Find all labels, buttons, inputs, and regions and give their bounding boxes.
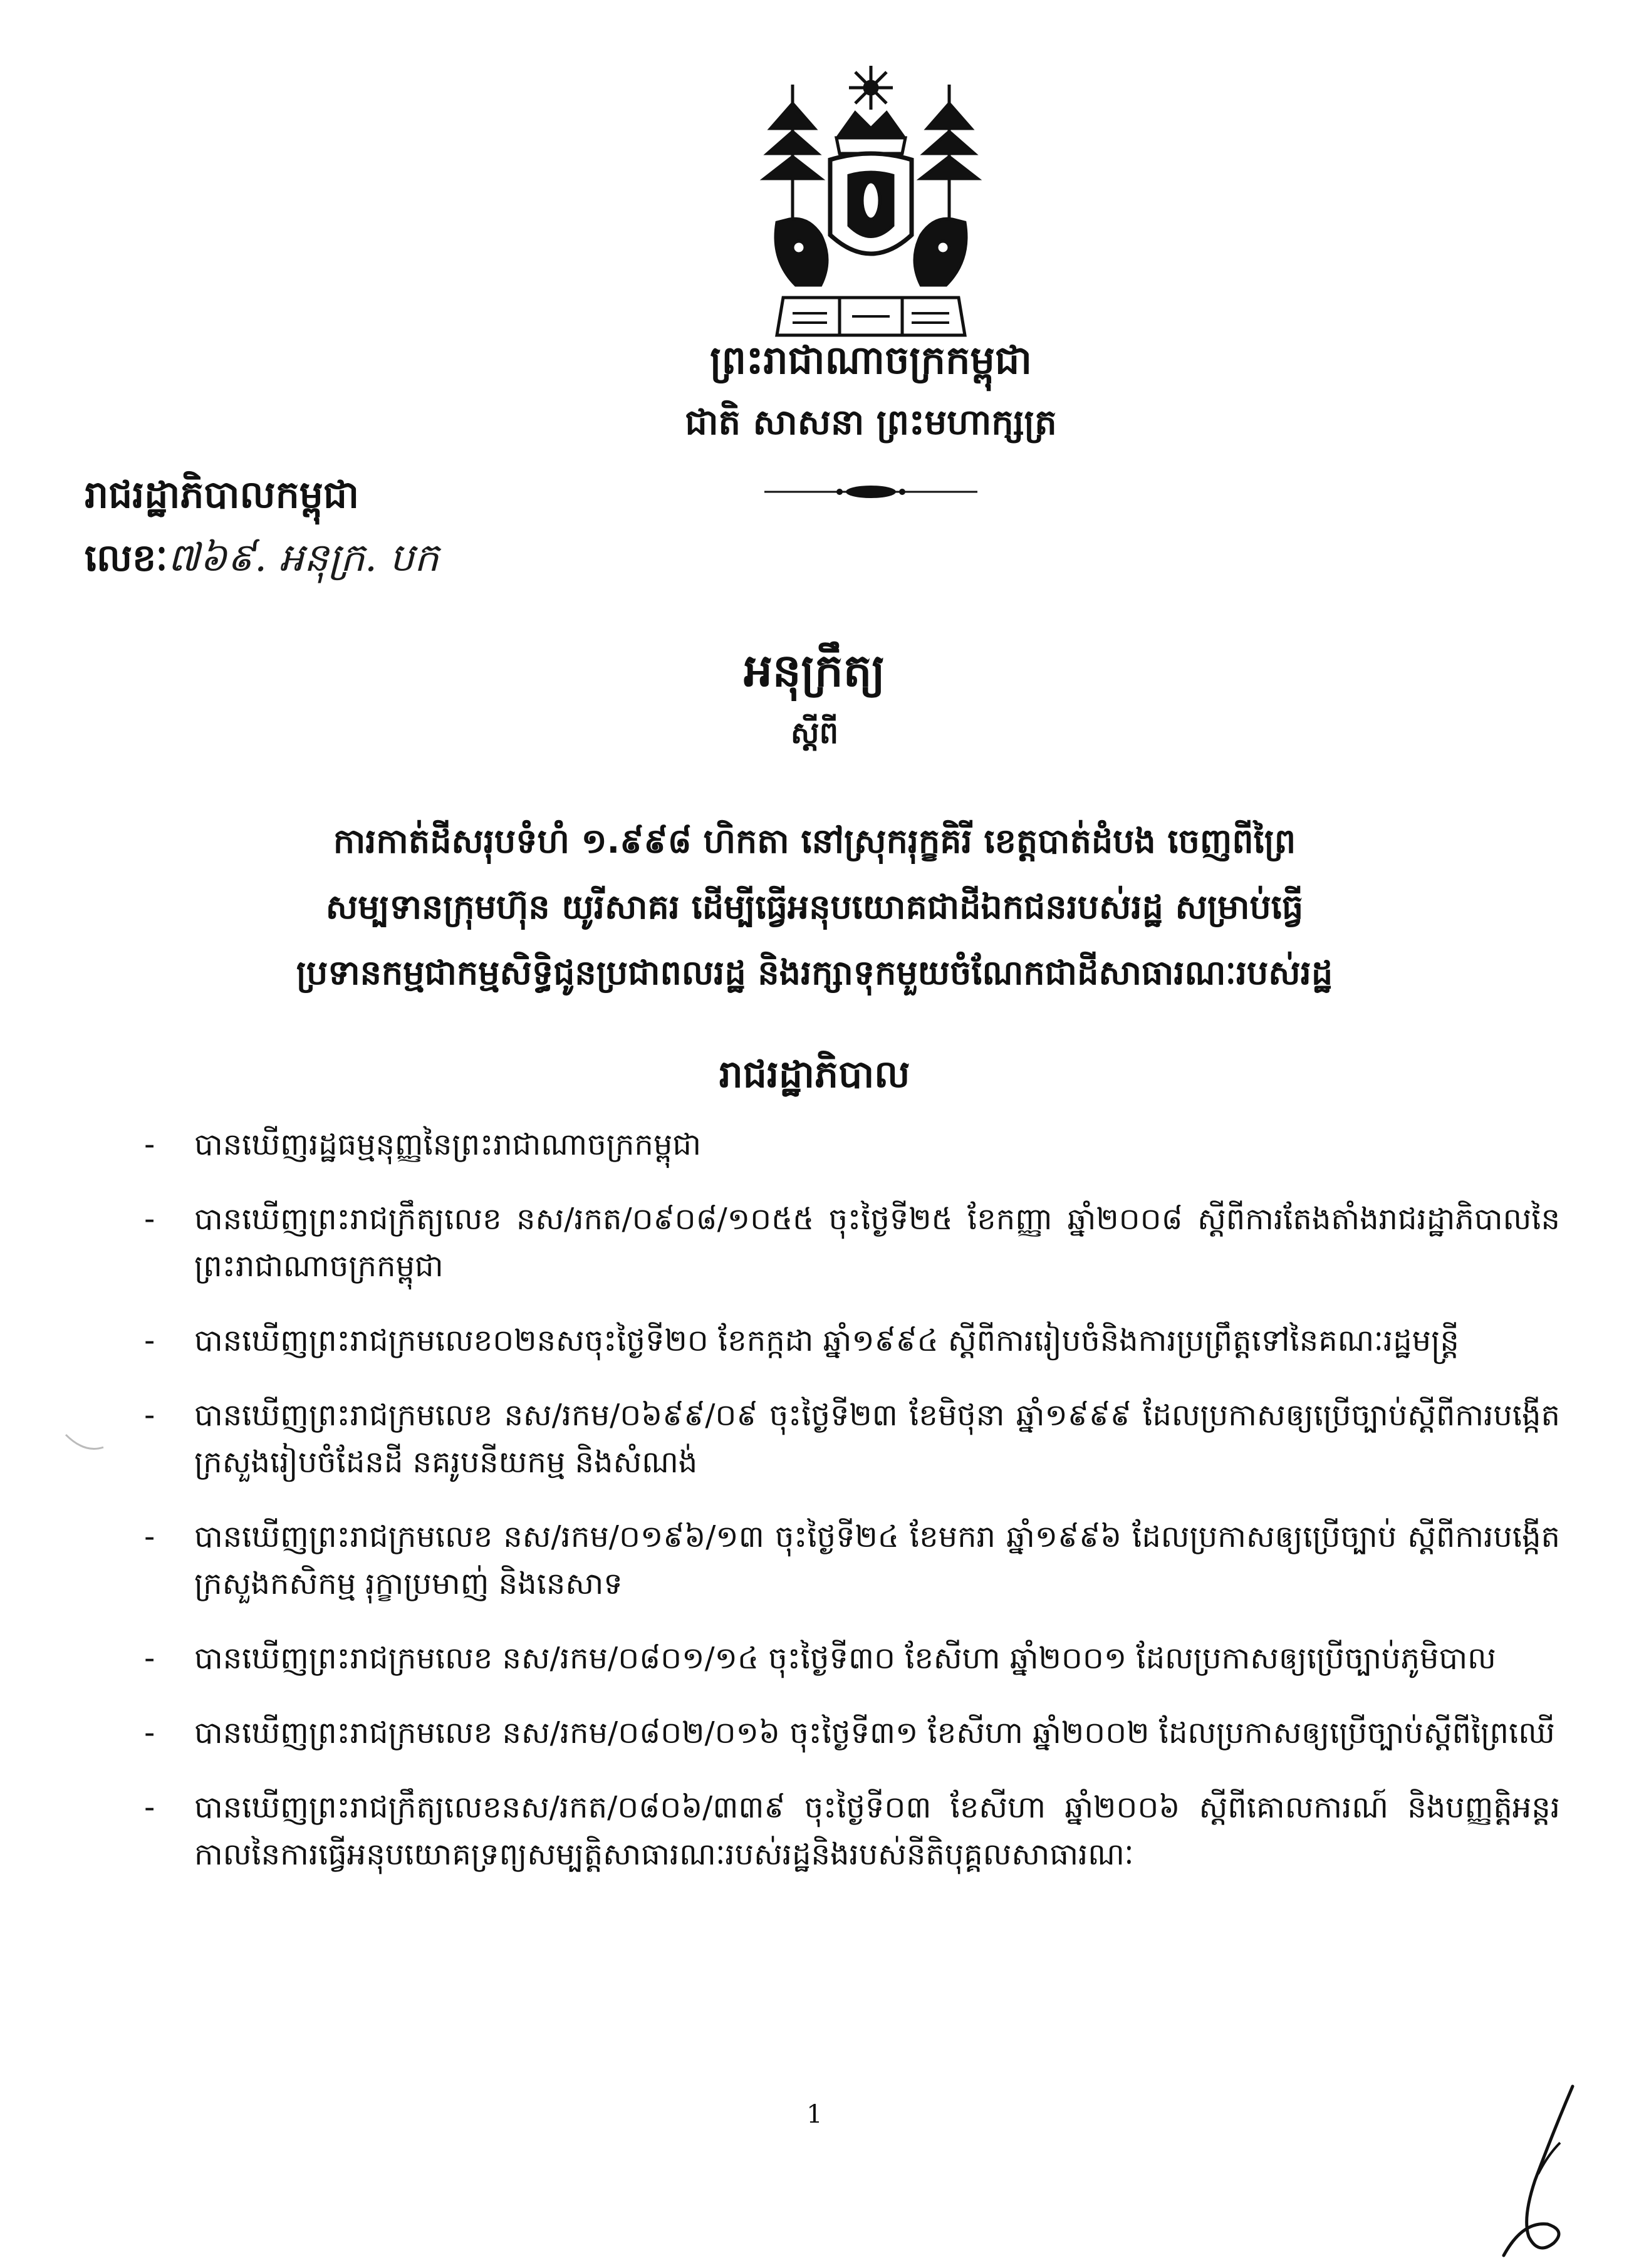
document-subject: [188, 808, 1441, 1006]
document-about-label: ស្តីពី: [790, 715, 839, 751]
preamble-item: [144, 1635, 1560, 1682]
document-type-heading: អនុក្រឹត្យ: [744, 644, 885, 697]
list-dash: -: [144, 1202, 155, 1237]
reference-label: លេខៈ: [85, 536, 168, 580]
kingdom-title: ព្រះរាជាណាចក្រកម្ពុជា: [710, 337, 1032, 383]
preamble-list: [144, 1121, 1560, 1906]
list-dash: -: [144, 1641, 155, 1676]
list-dash: -: [144, 1398, 155, 1433]
initial-signature: [1479, 2080, 1591, 2268]
subject-line: ប្រទានកម្មជាកម្មសិទ្ធិជូនប្រជាពលរដ្ឋ និងរក្សាទុកមួយចំណែកជាដីសាធារណៈរបស់រដ្ឋ: [296, 953, 1333, 992]
preamble-item: [144, 1318, 1560, 1365]
subject-line: សម្បទានក្រុមហ៊ុន យូរីសាគរ ដើម្បីធ្វើអនុបយោគជាដីឯកជនរបស់រដ្ឋ សម្រាប់ធ្វើ: [325, 887, 1304, 927]
preamble-item: [144, 1784, 1560, 1878]
list-dash: -: [144, 1519, 155, 1554]
preamble-text: បានឃើញព្រះរាជក្រមលេខ០២នសចុះថ្ងៃទី២០ ខែកក្កដា ឆ្នាំ១៩៩៤ ស្តីពីការរៀបចំនិងការប្រព្រឹត្តទៅនៃគណៈរដ្ឋមន្ត្រី: [194, 1323, 1459, 1358]
government-name: រាជរដ្ឋាភិបាលកម្ពុជា: [85, 473, 359, 517]
list-dash: -: [144, 1790, 155, 1825]
reference-number: ៧៦៩. អនុក្រ. បក: [167, 534, 439, 580]
margin-hole-mark: [63, 1428, 107, 1454]
preamble-item: [144, 1710, 1560, 1757]
preamble-item: [144, 1514, 1560, 1608]
reference-line: [85, 529, 439, 586]
preamble-text: បានឃើញព្រះរាជក្រមលេខ នស/រកម/០៦៩៩/០៩ ចុះថ្ងៃទី២៣ ខែមិថុនា ឆ្នាំ១៩៩៩ ដែលប្រកាសឲ្យប្រើច្បាប់ស្តីពីការបង្កើតក្រសួងរៀបចំដែនដី នគរូបនីយកម្ម និងសំណង់: [194, 1398, 1560, 1480]
preamble-item: [144, 1392, 1560, 1486]
list-dash: -: [144, 1323, 155, 1358]
decorative-divider: [764, 482, 977, 501]
preamble-text: បានឃើញព្រះរាជក្រឹត្យលេខ នស/រកត/០៩០៨/១០៥៥ ចុះថ្ងៃទី២៥ ខែកញ្ញា ឆ្នាំ២០០៨ ស្តីពីការតែងតាំងរាជរដ្ឋាភិបាលនៃព្រះរាជាណាចក្រកម្ពុជា: [194, 1202, 1560, 1284]
preamble-item: [144, 1196, 1560, 1290]
subject-line: ការកាត់ដីសរុបទំហំ ១.៩៩៨ ហិកតា នៅស្រុករុក្ខគិរី ខេត្តបាត់ដំបង ចេញពីព្រៃ: [333, 821, 1296, 861]
issuer-heading: រាជរដ្ឋាភិបាល: [719, 1053, 910, 1096]
royal-coat-of-arms-emblem: [746, 60, 996, 348]
preamble-text: បានឃើញព្រះរាជក្រមលេខ នស/រកម/០៨០២/០១៦ ចុះថ្ងៃទី៣១ ខែសីហា ឆ្នាំ២០០២ ដែលប្រកាសឲ្យប្រើច្បាប់ស្តីពីព្រៃឈើ: [194, 1715, 1555, 1750]
preamble-text: បានឃើញព្រះរាជក្រមលេខ នស/រកម/០៨០១/១៤ ចុះថ្ងៃទី៣០ ខែសីហា ឆ្នាំ២០០១ ដែលប្រកាសឲ្យប្រើច្បាប់ភូមិបាល: [194, 1641, 1496, 1676]
list-dash: -: [144, 1127, 155, 1162]
preamble-text: បានឃើញព្រះរាជក្រមលេខ នស/រកម/០១៩៦/១៣ ចុះថ្ងៃទី២៤ ខែមករា ឆ្នាំ១៩៩៦ ដែលប្រកាសឲ្យប្រើច្បាប់ ស្តីពីការបង្កើតក្រសួងកសិកម្ម រុក្ខាប្រមាញ់ និងនេសាទ: [194, 1519, 1560, 1601]
preamble-text: បានឃើញរដ្ឋធម្មនុញ្ញនៃព្រះរាជាណាចក្រកម្ពុជា: [194, 1127, 702, 1162]
kingdom-motto: ជាតិ សាសនា ព្រះមហាក្សត្រ: [685, 402, 1057, 443]
preamble-text: បានឃើញព្រះរាជក្រឹត្យលេខនស/រកត/០៨០៦/៣៣៩ ចុះថ្ងៃទី០៣ ខែសីហា ឆ្នាំ២០០៦ ស្តីពីគោលការណ៍ និងបញ្ញត្តិអន្តរកាលនៃការធ្វើអនុបយោគទ្រព្យសម្បត្តិសាធារណៈរបស់រដ្ឋនិងរបស់នីតិបុគ្គលសាធារណៈ: [194, 1790, 1560, 1872]
page-number: 1: [806, 2100, 823, 2129]
list-dash: -: [144, 1715, 155, 1750]
preamble-item: [144, 1121, 1560, 1168]
